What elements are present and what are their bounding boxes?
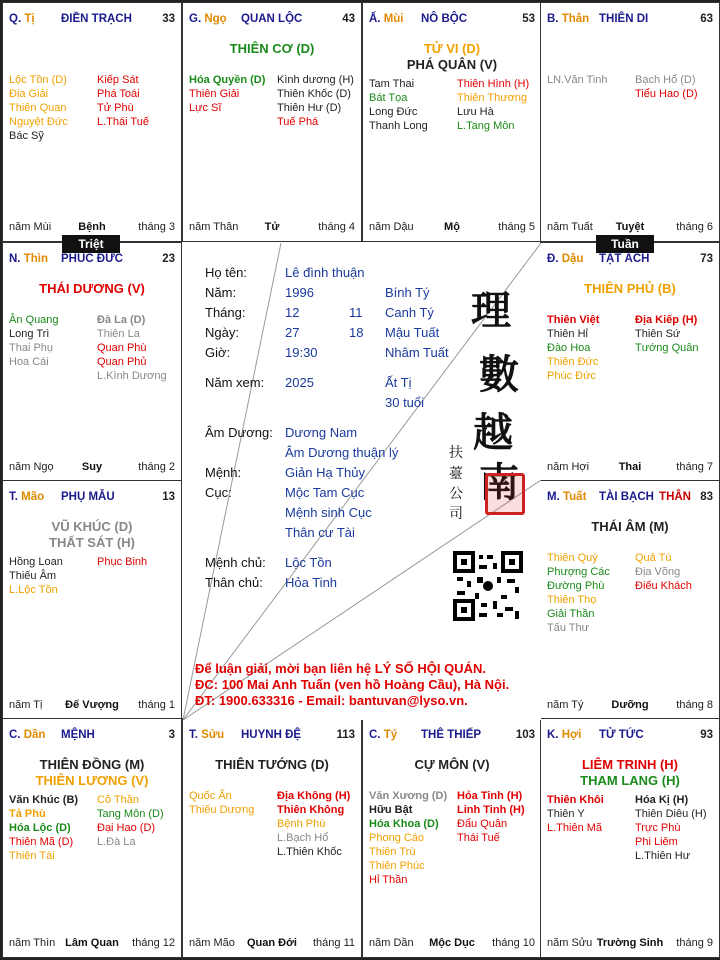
minor-star: Phượng Các [547,566,610,578]
palace-phase: Tuyệt [615,221,645,233]
minor-star: Văn Khúc (B) [9,794,79,806]
palace-chi: Tị [24,13,35,25]
palace-name: PHÚC ĐỨC [61,253,123,265]
minor-star: Thiên Giải [189,88,240,100]
palace-phase: Mộc Dục [429,937,475,949]
minor-star: L.Thiên Mã [547,822,603,834]
minor-star: Thiên Y [547,808,585,820]
palace-tuat [540,480,720,720]
calligraphy-char-4: 南 [479,459,519,506]
palace-can: N. [9,253,21,265]
palace-thin [2,242,182,482]
contact-line-1: Để luận giải, mời bạn liên hệ LÝ SỐ HỘI QUÁN. [195,661,486,676]
palace-name: TÀI BẠCH [599,491,654,503]
palace-chi: Tý [383,729,398,741]
value-hour-lunar: Nhâm Tuất [385,345,449,360]
palace-dau [540,242,720,482]
palace-ngo [182,2,362,242]
palace-number: 83 [700,491,713,503]
minor-star: Thiên Thọ [547,594,597,606]
red-seal-icon [485,473,525,515]
minor-star: Bệnh Phù [277,818,326,830]
value-year-lunar: Bính Tý [385,285,430,300]
label-amduong: Âm Dương: [205,425,273,440]
minor-star: Thiên Khốc (D) [277,88,351,100]
calligraphy-char-2: 數 [479,351,519,398]
palace-number: 43 [342,13,355,25]
palace-number: 93 [700,729,713,741]
minor-star: Thiếu Dương [189,804,255,816]
palace-mao [2,480,182,720]
minor-star: Nguyệt Đức [9,116,68,128]
minor-star: Quả Tú [635,552,672,564]
palace-footer [547,221,713,235]
palace-dan [2,718,182,958]
palace-phase: Mộ [444,221,460,233]
minor-star: Thiên Đức [547,356,599,368]
seal-small-3: 公 [449,486,463,502]
minor-star: Địa Không (H) [277,790,351,802]
minor-star: Hồng Loan [9,556,63,568]
minor-star: Điếu Khách [635,580,692,592]
palace-header [547,729,715,743]
label-year: Năm: [205,285,237,300]
palace-footer [189,221,355,235]
minor-star: Thiếu Âm [9,570,57,582]
minor-star: Địa Giải [9,88,49,100]
main-star: THIÊN TƯỚNG (D) [215,757,329,772]
minor-star: L.Đà La [97,836,136,848]
palace-footer [9,221,175,235]
minor-star: Thiên Thương [457,92,528,104]
palace-year: năm Mùi [9,221,52,233]
minor-star: Thiên Việt [547,314,600,326]
palace-can: G. [189,13,202,25]
palace-month: tháng 4 [318,221,355,233]
value-hour: 19:30 [285,345,318,360]
palace-header [547,13,715,27]
value-month-solar: 12 [285,305,300,320]
qr-code-icon[interactable] [453,551,523,621]
palace-chi: Tuất [562,491,587,503]
label-name: Họ tên: [205,265,247,280]
main-star: CỰ MÔN (V) [414,757,490,772]
main-star: THAM LANG (H) [580,773,680,788]
seal-small-2: 薹 [449,466,463,482]
minor-star: L.Lộc Tồn [9,584,58,596]
palace-footer [9,699,175,713]
minor-star: Thanh Long [369,120,428,132]
minor-star: Quan Phủ [97,356,147,368]
main-star: THẤT SÁT (H) [49,535,135,550]
palace-header [547,491,715,505]
value-day-lunar: Mậu Tuất [385,325,440,340]
palace-footer [9,461,175,475]
palace-chi: Thìn [23,253,48,265]
palace-number: 3 [168,729,175,741]
minor-star: Văn Xương (D) [369,790,448,802]
minor-star: Thiên La [97,328,140,340]
seal-small-4: 司 [449,506,463,522]
palace-header [189,13,357,27]
minor-star: Tiểu Hao (D) [635,88,698,100]
palace-year: năm Thân [189,221,239,233]
palace-number: 113 [336,729,355,741]
palace-chi: Mùi [383,13,404,25]
minor-star: Quan Phù [97,342,147,354]
palace-footer [369,937,535,951]
value-day-lunar-num: 18 [349,325,364,340]
palace-number: 33 [162,13,175,25]
minor-star: Tả Phù [9,808,46,820]
palace-name: PHỤ MẪU [61,491,115,503]
palace-footer [369,221,535,235]
label-menh-chu: Mệnh chủ: [205,555,266,570]
minor-star: L.Bạch Hổ [277,832,329,844]
minor-star: Tử Phù [97,102,134,114]
palace-phase: Bệnh [78,221,106,233]
palace-footer [9,937,175,951]
value-menh-chu: Lộc Tồn [285,555,332,570]
minor-star: Thiên Hình (H) [457,78,530,90]
palace-month: tháng 12 [132,937,175,949]
palace-month: tháng 8 [676,699,713,711]
minor-star: Bác Sỹ [9,130,44,142]
palace-can: C. [9,729,21,741]
palace-than [540,2,720,242]
seal-small-1: 扶 [449,445,463,461]
palace-number: 63 [700,13,713,25]
minor-star: Bát Tọa [369,92,408,104]
minor-star: Phúc Đức [547,370,596,382]
label-menh: Mệnh: [205,465,242,480]
minor-star: Hoa Cái [9,356,49,368]
main-star: PHÁ QUÂN (V) [406,57,498,72]
value-cuc-note2: Thân cư Tài [285,525,355,540]
value-age: 30 tuổi [385,395,425,410]
palace-month: tháng 11 [312,937,355,949]
palace-header [547,253,715,267]
palace-number: 13 [162,491,175,503]
minor-star: Giải Thần [547,608,595,620]
palace-header [9,253,177,267]
minor-star: Thiên Diêu (H) [635,808,707,820]
main-star: THIÊN CƠ (D) [229,41,315,56]
palace-chi: Sửu [201,729,225,741]
palace-number: 103 [515,729,535,741]
palace-can: Đ. [547,253,559,265]
palace-year: năm Sửu [547,937,593,949]
palace-name: THIÊN DI [599,13,649,25]
minor-star: Trực Phù [635,822,681,834]
main-star: TỬ VI (D) [423,41,481,56]
calligraphy-char-1: 理 [471,287,511,334]
minor-star: Thiên Hư (D) [277,102,342,114]
palace-chi: Ngọ [204,13,227,25]
palace-chi: Thân [561,13,590,25]
main-star: THIÊN LƯƠNG (V) [35,773,149,788]
palace-year: năm Ngọ [9,461,54,473]
palace-name: ĐIỀN TRẠCH [61,13,132,25]
palace-footer [547,937,713,951]
palace-name: NÔ BỘC [421,13,467,25]
minor-star: Cô Thần [97,794,139,806]
value-view-year-lunar: Ất Tị [385,375,412,390]
palace-name: MỆNH [61,729,95,741]
palace-year: năm Mão [189,937,235,949]
value-year-solar: 1996 [285,285,314,300]
calligraphy-char-3: 越 [473,409,513,456]
palace-header [369,13,537,27]
minor-star: L.Thái Tuế [97,116,149,128]
minor-star: Thái Tuế [457,832,500,844]
contact-line-2: ĐC: 100 Mai Anh Tuấn (ven hồ Hoàng Cầu), Hà Nội. [195,677,510,692]
label-month: Tháng: [205,305,246,320]
main-star: THIÊN PHỦ (B) [584,281,676,296]
main-star: THIÊN ĐỒNG (M) [39,757,145,772]
minor-star: Lộc Tồn (D) [9,74,67,86]
minor-star: Địa Võng [635,566,681,578]
palace-phase: Đế Vượng [65,699,119,711]
minor-star: Phá Toái [97,88,140,100]
palace-phase: Lâm Quan [65,937,119,949]
minor-star: Kình dương (H) [277,74,354,86]
main-star: THÁI ÂM (M) [591,519,669,534]
minor-star: Lưu Hà [457,106,494,118]
minor-star: L.Tang Môn [457,120,515,132]
palace-can: C. [369,729,381,741]
value-than-chu: Hỏa Tinh [285,575,338,590]
center-info [183,243,541,720]
palace-can: T. [189,729,198,741]
palace-can: Ấ. [369,13,381,25]
minor-star: Kiếp Sát [97,74,139,86]
minor-star: Đào Hoa [547,342,591,354]
minor-star: Ân Quang [9,314,59,326]
palace-footer [189,937,355,951]
contact-line-3: ĐT: 1900.633316 - Email: bantuvan@lyso.vn. [195,693,468,708]
palace-phase: Dưỡng [611,699,649,711]
palace-name: HUYNH ĐỆ [241,729,302,741]
palace-phase: Trường Sinh [596,937,664,949]
palace-year: năm Tuất [547,221,593,233]
minor-star: Hóa Kị (H) [635,794,689,806]
minor-star: Thiên Quý [547,552,598,564]
minor-star: L.Thiên Hư [635,850,691,862]
value-month-lunar-num: 11 [349,305,363,320]
label-cuc: Cục: [205,485,232,500]
palace-phase: Suy [81,461,103,473]
palace-year: năm Thìn [9,937,56,949]
minor-star: Thiên Không [277,804,345,816]
palace-year: năm Hợi [547,461,590,473]
minor-star: Long Trì [9,328,50,340]
minor-star: Đẩu Quân [457,818,508,830]
minor-star: Tang Môn (D) [97,808,164,820]
tuan-badge: Tuần [596,235,654,253]
minor-star: Đại Hao (D) [97,822,156,834]
palace-header [189,729,357,743]
palace-number: 23 [162,253,175,265]
value-view-year: 2025 [285,375,314,390]
palace-number: 73 [700,253,713,265]
minor-star: Thiên Hỉ [547,328,588,340]
minor-star: Thiên Quan [9,102,67,114]
minor-star: Hữu Bật [369,804,413,816]
minor-star: Phong Cáo [369,832,425,844]
minor-star: Thiên Mã (D) [9,836,74,848]
value-menh: Giản Hạ Thủy [285,465,365,480]
palace-year: năm Dần [369,937,414,949]
palace-year: năm Tị [9,699,43,711]
minor-star: Hỉ Thần [369,874,408,886]
palace-chi: Mão [21,491,45,503]
value-amduong-note: Âm Dương thuận lý [285,445,399,460]
palace-ty [362,718,542,958]
palace-can: T. [9,491,18,503]
minor-star: Phi Liêm [635,836,678,848]
palace-name: TỬ TỨC [599,729,644,741]
palace-year: năm Dậu [369,221,414,233]
palace-hoi [540,718,720,958]
value-month-lunar: Canh Tý [385,305,434,320]
minor-star: Đà La (D) [97,314,146,326]
palace-month: tháng 10 [492,937,535,949]
minor-star: Tuế Phá [277,116,319,128]
palace-month: tháng 1 [138,699,175,711]
minor-star: L.Thiên Khốc [277,846,342,858]
palace-month: tháng 7 [676,461,713,473]
palace-can: B. [547,13,559,25]
minor-star: Phục Binh [97,556,148,568]
palace-month: tháng 2 [138,461,175,473]
minor-star: Địa Kiếp (H) [635,314,698,326]
palace-phase: Thai [618,461,642,473]
palace-ti [2,2,182,242]
palace-header [9,13,177,27]
minor-star: Long Đức [369,106,418,118]
minor-star: Thai Phụ [9,342,54,354]
label-than-chu: Thân chủ: [205,575,263,590]
minor-star: Hóa Lộc (D) [9,822,71,834]
palace-can: Q. [9,13,22,25]
value-name: Lê đình thuận [285,265,365,280]
label-hour: Giờ: [205,345,231,360]
minor-star: Đường Phù [547,580,605,592]
value-day-solar: 27 [285,325,300,340]
palace-name: QUAN LỘC [241,13,303,25]
palace-suu [182,718,362,958]
palace-header [9,729,177,743]
value-amduong: Dương Nam [285,425,358,440]
palace-phase: Quan Đới [247,937,297,949]
palace-can: K. [547,729,559,741]
minor-star: Lực Sĩ [189,102,222,114]
palace-month: tháng 3 [138,221,175,233]
palace-month: tháng 6 [676,221,713,233]
palace-chi: Dần [23,729,46,741]
palace-header [9,491,177,505]
palace-name: TẬT ÁCH [599,253,650,265]
minor-star: Tướng Quân [635,342,699,354]
palace-year: năm Tý [547,699,584,711]
palace-footer [547,699,713,713]
palace-chi: Dậu [561,253,584,265]
minor-star: Thiên Phúc [369,860,425,872]
minor-star: Thiên Tài [9,850,55,862]
minor-star: Hỏa Tinh (H) [457,790,523,802]
minor-star: Tấu Thư [547,622,590,634]
label-view-year: Năm xem: [205,375,265,390]
main-star: THÁI DƯƠNG (V) [39,281,145,296]
minor-star: Thiên Trù [369,846,416,858]
minor-star: Thiên Sứ [635,328,681,340]
palace-name: THÊ THIẾP [421,729,482,741]
label-day: Ngày: [205,325,239,340]
palace-mui [362,2,542,242]
value-cuc-note1: Mệnh sinh Cục [285,505,372,520]
minor-star: Hóa Khoa (D) [369,818,439,830]
palace-than-marker: THÂN [659,491,691,503]
palace-phase: Tử [264,221,280,233]
palace-number: 53 [522,13,535,25]
palace-chi: Hợi [561,729,582,741]
palace-month: tháng 9 [676,937,713,949]
palace-month: tháng 5 [498,221,535,233]
minor-star: L.Kình Dương [97,370,167,382]
minor-star: LN.Văn Tinh [547,74,608,86]
main-star: VŨ KHÚC (D) [51,519,133,534]
minor-star: Quốc Ấn [189,790,232,802]
palace-can: M. [547,491,560,503]
palace-header [369,729,537,743]
palace-footer [547,461,713,475]
minor-star: Bạch Hổ (D) [635,74,696,86]
minor-star: Linh Tinh (H) [457,804,525,816]
triet-badge: Triệt [62,235,120,253]
main-star: LIÊM TRINH (H) [581,757,679,772]
value-cuc: Mộc Tam Cục [285,485,365,500]
minor-star: Hóa Quyền (D) [189,74,266,86]
minor-star: Thiên Khôi [547,794,604,806]
minor-star: Tam Thai [369,78,415,90]
